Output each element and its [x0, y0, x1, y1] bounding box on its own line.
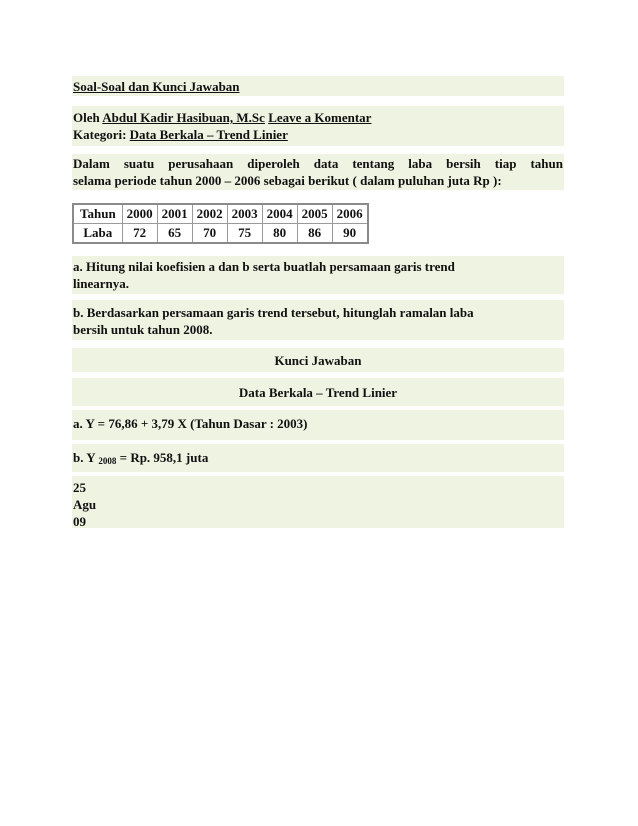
answer-b-subscript: 2008 [98, 456, 117, 466]
post-date [72, 476, 564, 528]
profit-cell: 90 [332, 224, 368, 244]
profit-cell: 65 [157, 224, 192, 244]
profit-cell: 86 [297, 224, 332, 244]
date-year: 09 [73, 514, 86, 529]
intro-line-1: Dalam suatu perusahaan diperoleh data tentang laba bersih tiap tahun [73, 156, 563, 171]
author-link[interactable]: Abdul Kadir Hasibuan, M.Sc [102, 110, 265, 125]
year-cell: 2001 [157, 204, 192, 224]
year-cell: 2000 [122, 204, 157, 224]
profit-cell: 80 [262, 224, 297, 244]
profit-cell: 72 [122, 224, 157, 244]
question-a-line-1: a. Hitung nilai koefisien a dan b serta buatlah persamaan garis trend [73, 259, 455, 274]
date-month: Agu [73, 497, 97, 512]
question-a [72, 256, 564, 294]
question-b-line-2: bersih untuk tahun 2008. [73, 322, 213, 337]
profit-cell: 70 [192, 224, 227, 244]
post-meta [72, 106, 564, 146]
table-row-profits [73, 224, 368, 244]
answer-subheading: Data Berkala – Trend Linier [238, 385, 398, 400]
question-b [72, 300, 564, 340]
answer-b-suffix: = Rp. 958,1 juta [116, 450, 209, 465]
answer-subheading-band [72, 378, 564, 406]
author-prefix: Oleh [73, 110, 103, 125]
profit-table [72, 203, 369, 244]
answer-a: a. Y = 76,86 + 3,79 X (Tahun Dasar : 2003) [73, 416, 308, 431]
answer-b-band [72, 444, 564, 472]
intro-paragraph [72, 154, 564, 190]
category-link[interactable]: Data Berkala – Trend Linier [129, 127, 288, 142]
row-header-year: Tahun [73, 204, 122, 224]
year-cell: 2004 [262, 204, 297, 224]
intro-line-2: selama periode tahun 2000 – 2006 sebagai berikut ( dalam puluhan juta Rp ): [73, 173, 502, 188]
profit-cell: 75 [227, 224, 262, 244]
year-cell: 2006 [332, 204, 368, 224]
year-cell: 2003 [227, 204, 262, 224]
comment-link[interactable]: Leave a Komentar [268, 110, 372, 125]
year-cell: 2005 [297, 204, 332, 224]
answer-b-prefix: b. Y [73, 450, 99, 465]
year-cell: 2002 [192, 204, 227, 224]
row-header-profit: Laba [73, 224, 122, 244]
date-day: 25 [73, 480, 86, 495]
question-b-line-1: b. Berdasarkan persamaan garis trend tersebut, hitunglah ramalan laba [73, 305, 474, 320]
question-a-line-2: linearnya. [73, 276, 129, 291]
answer-a-band [72, 410, 564, 440]
header-title-band [72, 76, 564, 96]
category-prefix: Kategori: [73, 127, 130, 142]
table-row-years [73, 204, 368, 224]
page-title[interactable]: Soal-Soal dan Kunci Jawaban [73, 79, 240, 94]
answer-heading-band [72, 348, 564, 372]
category-line [73, 126, 563, 143]
author-line [73, 109, 563, 126]
answer-heading: Kunci Jawaban [274, 353, 362, 368]
